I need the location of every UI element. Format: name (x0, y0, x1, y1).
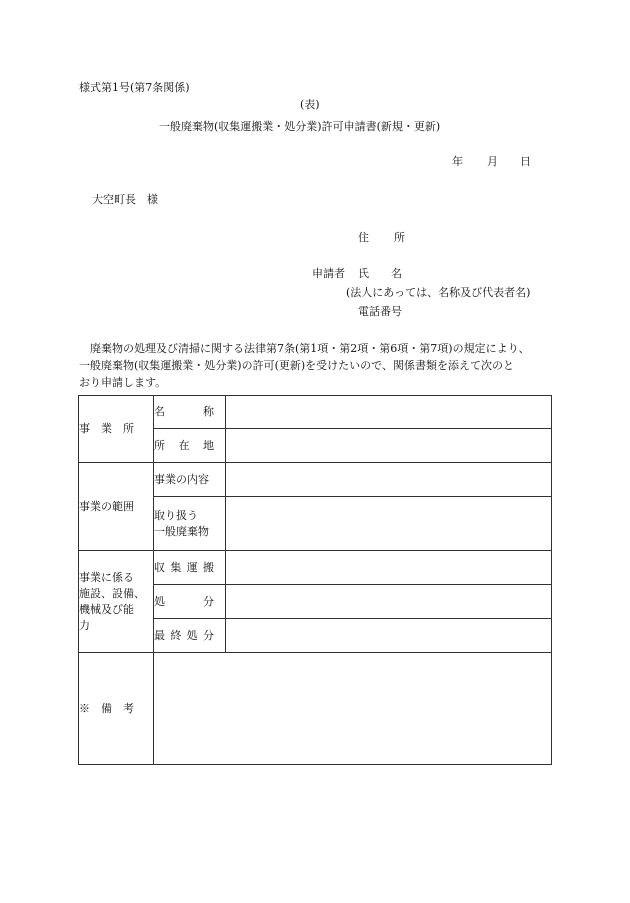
final-disposal-char-3: 処 (186, 628, 198, 642)
disposal-char-1: 処 (154, 594, 165, 608)
business-office-label (79, 396, 154, 463)
application-table (78, 395, 552, 765)
business-content-label (154, 463, 226, 497)
collection-char-2: 集 (170, 560, 182, 574)
applicant-address-label: 住 所 (358, 231, 406, 244)
name-label-cell (154, 396, 226, 429)
table-marker: (表) (300, 98, 320, 111)
business-scope-text: 事業の範囲 (79, 499, 134, 513)
applicant-name-label: 氏 名 (358, 267, 402, 280)
applicant-phone-label: 電話番号 (358, 305, 402, 318)
collection-char-1: 収 (154, 560, 165, 574)
form-number: 様式第1号(第7条関係) (79, 81, 190, 94)
corporation-note: (法人にあっては、名称及び代表者名) (346, 286, 531, 299)
handled-waste-field[interactable] (226, 497, 552, 551)
date-year-label: 年 (452, 155, 463, 168)
table-row (79, 551, 552, 585)
applicant-role-label: 申請者 (312, 267, 345, 280)
name-char-1: 名 (154, 405, 165, 418)
collection-transport-label (154, 551, 226, 585)
business-content-field[interactable] (226, 463, 552, 497)
disposal-char-2: 分 (203, 594, 214, 608)
final-disposal-char-1: 最 (154, 628, 165, 642)
location-char-1: 所 (154, 438, 165, 452)
date-day-label: 日 (520, 155, 531, 168)
table-row (79, 653, 552, 765)
addressee: 大空町長 様 (92, 193, 158, 206)
handled-waste-text: 取り扱う 一般廃棄物 (154, 508, 209, 538)
disposal-field[interactable] (226, 585, 552, 619)
name-value-field[interactable] (226, 396, 552, 429)
location-char-2: 在 (178, 438, 190, 452)
table-row (79, 463, 552, 497)
location-label-cell (154, 429, 226, 463)
table-row (79, 396, 552, 429)
remarks-text: ※ 備 考 (79, 701, 134, 715)
location-char-3: 地 (203, 438, 214, 452)
name-char-2: 称 (203, 405, 214, 418)
business-scope-label (79, 463, 154, 551)
business-content-text: 事業の内容 (154, 472, 209, 486)
application-statement: 廃棄物の処理及び清掃に関する法律第7条(第1項・第2項・第6項・第7項)の規定により、 一般廃棄物(収集運搬業・処分業)の許可(更新)を受けたいので、関係書類を添えて次のと おり申請します。 (79, 342, 530, 389)
business-office-text: 事 業 所 (79, 422, 134, 435)
facilities-text: 事業に係る 施設、設備、 機械及び能 力 (79, 570, 145, 632)
final-disposal-char-4: 分 (202, 628, 214, 642)
form-title: 一般廃棄物(収集運搬業・処分業)許可申請書(新規・更新) (159, 120, 441, 133)
final-disposal-label (154, 619, 226, 653)
remarks-field[interactable] (154, 653, 552, 765)
collection-transport-field[interactable] (226, 551, 552, 585)
final-disposal-field[interactable] (226, 619, 552, 653)
final-disposal-char-2: 終 (170, 628, 182, 642)
date-month-label: 月 (487, 155, 498, 168)
disposal-label (154, 585, 226, 619)
remarks-label (79, 653, 154, 765)
location-value-field[interactable] (226, 429, 552, 463)
collection-char-4: 搬 (202, 560, 214, 574)
facilities-label (79, 551, 154, 653)
collection-char-3: 運 (186, 560, 198, 574)
handled-waste-label (154, 497, 226, 551)
